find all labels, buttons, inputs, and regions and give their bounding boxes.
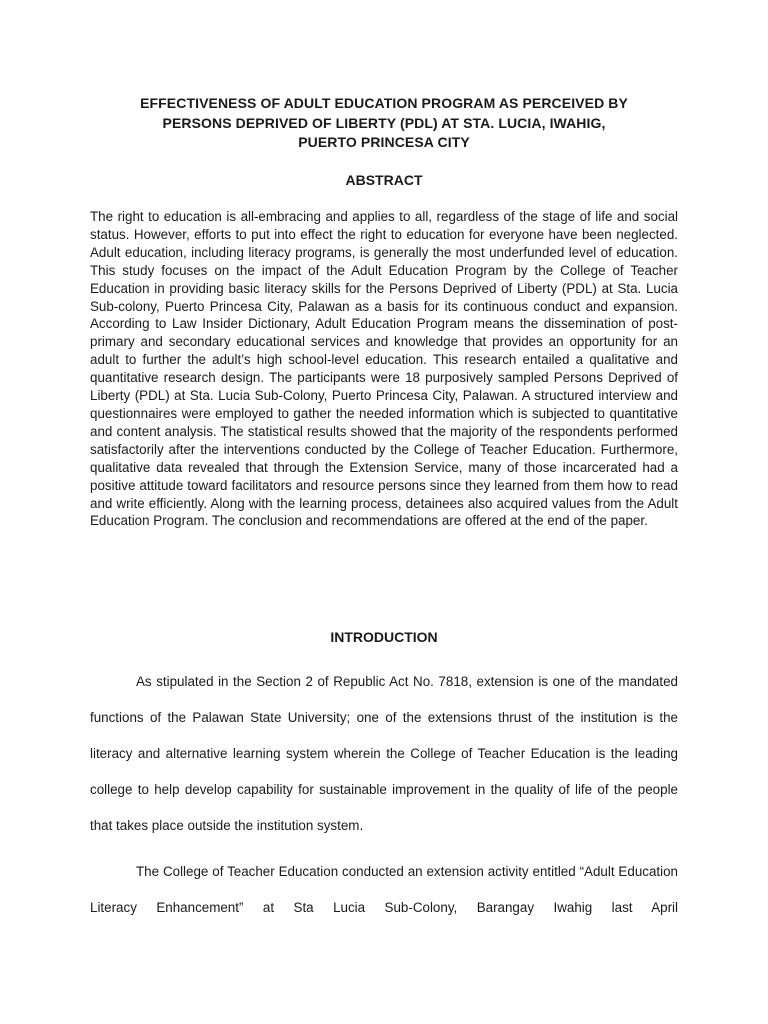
introduction-heading: INTRODUCTION — [330, 629, 438, 645]
paper-title-line-1: EFFECTIVENESS OF ADULT EDUCATION PROGRAM AS PERCEIVED BY — [140, 95, 628, 111]
paper-title-line-2: PERSONS DEPRIVED OF LIBERTY (PDL) AT STA. LUCIA, IWAHIG, — [162, 114, 606, 131]
introduction-paragraph-1: As stipulated in the Section 2 of Republic Act No. 7818, extension is one of the mandated functions of the Palawan State University; one of the extensions thrust of the institution is the literacy and alternative learning system wherein the College of Teacher Education is the leading college to help develop capability for sustainable improvement in the quality of life of the people that takes place outside the institution system. — [90, 674, 678, 833]
abstract-body: The right to education is all-embracing and applies to all, regardless of the stage of life and social status. However, efforts to put into effect the right to education for everyone have been neglected. Adult education, including literacy programs, is generally the most underfunded level of education. This study focuses on the impact of the Adult Education Program by the College of Teacher Education in providing basic literacy skills for the Persons Deprived of Liberty (PDL) at Sta. Lucia Sub-colony, Puerto Princesa City, Palawan as a basis for its continuous conduct and expansion. According to Law Insider Dictionary, Adult Education Program means the dissemination of post-primary and secondary educational services and knowledge that provides an opportunity for an adult to further the adult’s high school-level education. This research entailed a qualitative and quantitative research design. The participants were 18 purposively sampled Persons Deprived of Liberty (PDL) at Sta. Lucia Sub-Colony, Puerto Princesa City, Palawan. A structured interview and questionnaires were employed to gather the needed information which is subjected to quantitative and content analysis. The statistical results showed that the majority of the respondents performed satisfactorily after the interventions conducted by the College of Teacher Education. Furthermore, qualitative data revealed that through the Extension Service, many of those incarcerated had a positive attitude toward facilitators and resource persons since they learned from them how to read and write efficiently. Along with the learning process, detainees also acquired values from the Adult Education Program. The conclusion and recommendations are offered at the end of the paper. — [90, 209, 678, 529]
introduction-paragraph-2: The College of Teacher Education conducted an extension activity entitled “Adult Education Literacy Enhancement” at Sta Lucia Sub-Colony, Barangay Iwahig last April — [90, 864, 678, 915]
paper-title-line-3: PUERTO PRINCESA CITY — [298, 134, 470, 150]
paper-title — [90, 94, 678, 153]
abstract-heading: ABSTRACT — [345, 172, 423, 188]
